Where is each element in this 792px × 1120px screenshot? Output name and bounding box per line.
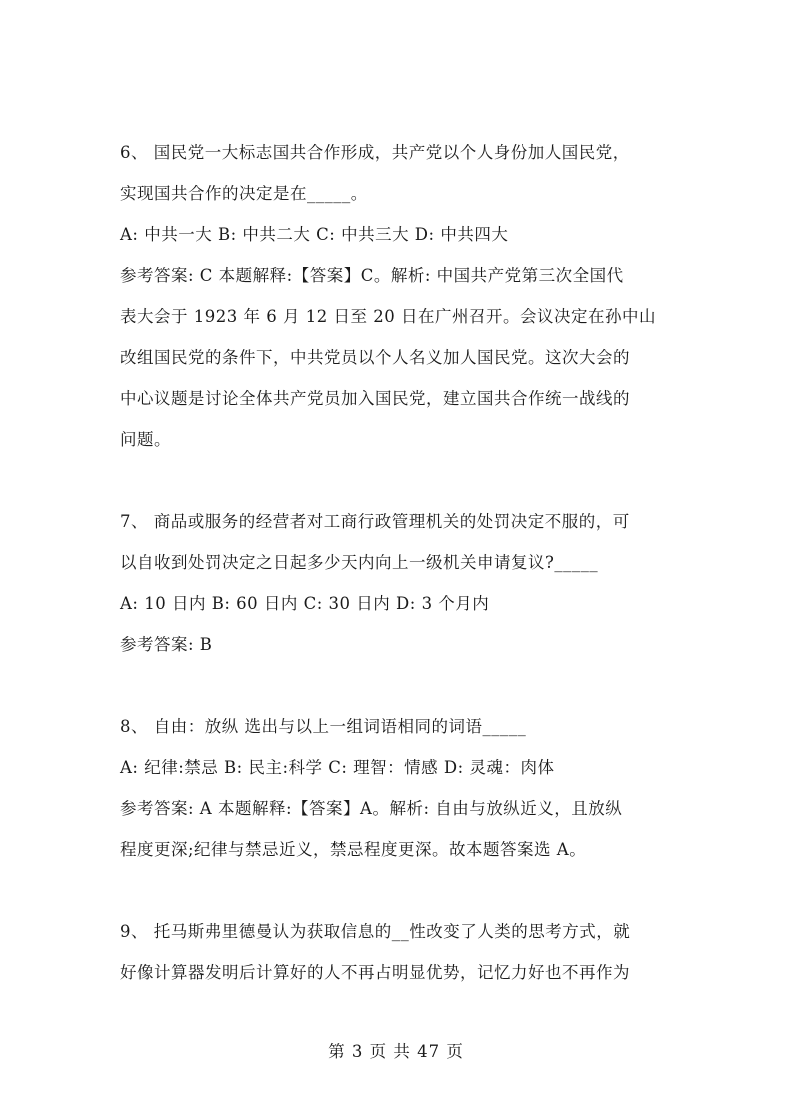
question-8-answer-line-1: 参考答案: A 本题解释:【答案】A。解析: 自由与放纵近义，且放纵 <box>120 799 623 818</box>
question-6-answer-line-1: 参考答案: C 本题解释:【答案】C。解析: 中国共产党第三次全国代 <box>120 266 624 285</box>
question-6-answer-line-2: 表大会于 1923 年 6 月 12 日至 20 日在广州召开。会议决定在孙中山 <box>120 307 656 326</box>
question-separator <box>120 870 680 911</box>
question-8 <box>120 706 680 870</box>
question-6-options: A: 中共一大 B: 中共二大 C: 中共三大 D: 中共四大 <box>120 225 509 244</box>
question-8-options: A: 纪律:禁忌 B: 民主:科学 C: 理智：情感 D: 灵魂：肉体 <box>120 758 555 777</box>
question-6 <box>120 132 680 460</box>
question-7-options: A: 10 日内 B: 60 日内 C: 30 日内 D: 3 个月内 <box>120 594 490 613</box>
question-6-answer-line-4: 中心议题是讨论全体共产党员加入国民党，建立国共合作统一战线的 <box>120 389 630 408</box>
question-9 <box>120 911 680 993</box>
question-6-stem-line-2: 实现国共合作的决定是在_____。 <box>120 184 368 203</box>
question-7 <box>120 501 680 665</box>
question-7-stem-line-2: 以自收到处罚决定之日起多少天内向上一级机关申请复议?_____ <box>120 553 599 572</box>
question-9-stem-line-2: 好像计算器发明后计算好的人不再占明显优势，记忆力好也不再作为 <box>120 963 630 982</box>
question-8-stem: 8、 自由：放纵 选出与以上一组词语相同的词语_____ <box>120 717 527 736</box>
question-9-stem-line-1: 9、 托马斯弗里德曼认为获取信息的__性改变了人类的思考方式，就 <box>120 922 631 941</box>
question-8-answer-line-2: 程度更深;纪律与禁忌近义，禁忌程度更深。故本题答案选 A。 <box>120 840 587 859</box>
question-7-stem-line-1: 7、 商品或服务的经营者对工商行政管理机关的处罚决定不服的，可 <box>120 512 630 531</box>
page-content <box>120 132 680 993</box>
page-footer: 第 3 页 共 47 页 <box>328 1042 464 1061</box>
question-7-answer: 参考答案: B <box>120 635 213 654</box>
question-6-answer-line-5: 问题。 <box>120 430 171 449</box>
question-6-answer-line-3: 改组国民党的条件下，中共党员以个人名义加人国民党。这次大会的 <box>120 348 630 367</box>
question-separator <box>120 665 680 706</box>
question-6-stem-line-1: 6、 国民党一大标志国共合作形成，共产党以个人身份加人国民党， <box>120 143 630 162</box>
question-separator <box>120 460 680 501</box>
